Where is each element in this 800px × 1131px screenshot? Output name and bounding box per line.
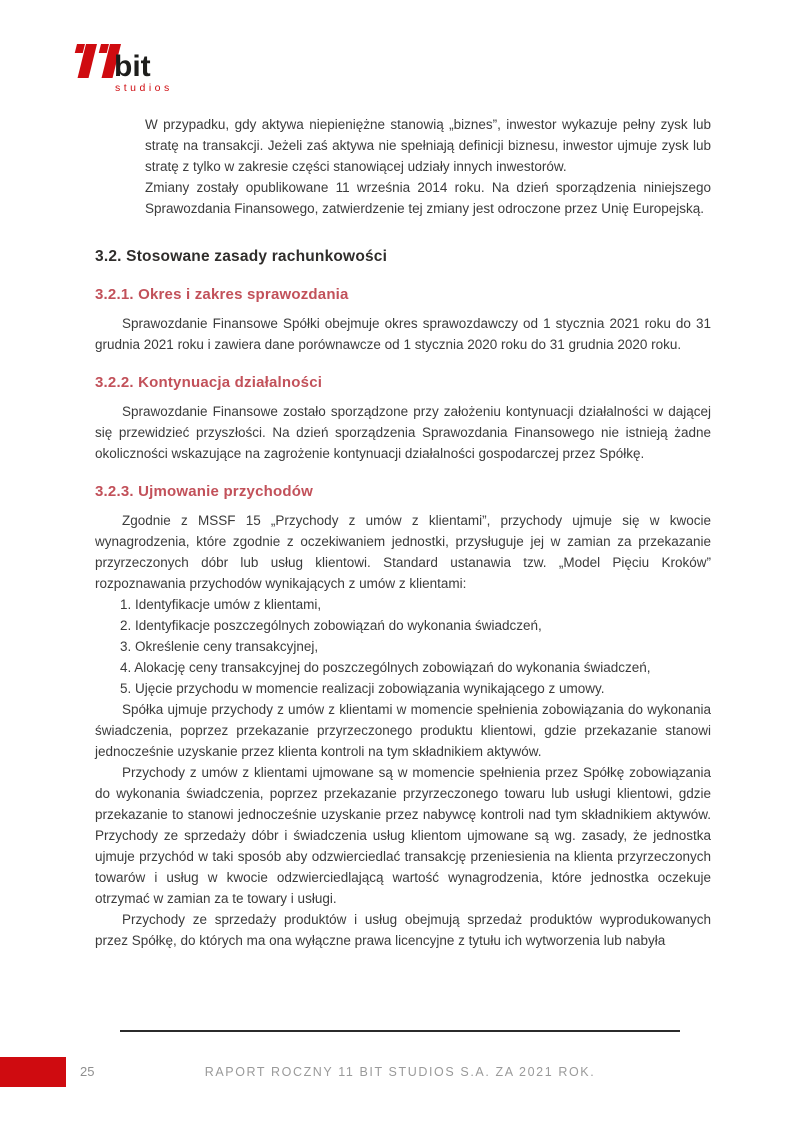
step-item-5: 5. Ujęcie przychodu w momencie realizacji zobowiązania wynikającego z umowy. — [120, 681, 605, 696]
paragraph-mssf15-lead: Zgodnie z MSSF 15 „Przychody z umów z klientami”, przychody ujmuje się w kwocie wynagrodzenia, które zgodnie z oczekiwaniem jednostki, przysługuje jej w zamian za przekazanie przyrzeczonych dóbr lub usług klientowi. Standard ustanawia tzw. „Model Pięciu Kroków” rozpoznawania przychodów wynikających z umów z klientami: — [95, 513, 711, 591]
subsection-heading-3-2-2: 3.2.2. Kontynuacja działalności — [95, 374, 323, 391]
paragraph-okres: Sprawozdanie Finansowe Spółki obejmuje okres sprawozdawczy od 1 stycznia 2021 roku do 31 grudnia 2021 roku i zawiera dane porównawcze od 1 stycznia 2020 roku do 31 grudnia 2020 roku. — [95, 316, 711, 352]
paragraph-przychody-ze-sprzedazy: Przychody ze sprzedaży produktów i usług obejmują sprzedaż produktów wyprodukowanych przez Spółkę, do których ma ona wyłączne prawa licencyjne z tytułu ich wytworzenia lub nabyła — [95, 912, 711, 948]
five-steps-list — [120, 594, 711, 699]
paragraph-kontynuacja: Sprawozdanie Finansowe zostało sporządzone przy założeniu kontynuacji działalności w dającej się przewidzieć przyszłości. Na dzień sporządzenia Sprawozdania Finansowego nie istnieją żadne okoliczności wskazujące na zagrożenie kontynuacji działalności gospodarczej przez Spółkę. — [95, 404, 711, 461]
subsection-heading-3-2-1: 3.2.1. Okres i zakres sprawozdania — [95, 286, 349, 303]
step-item-3: 3. Określenie ceny transakcyjnej, — [120, 639, 319, 654]
intro-paragraph-1: W przypadku, gdy aktywa niepieniężne stanowią „biznes”, inwestor wykazuje pełny zysk lub stratę na transakcji. Jeżeli zaś aktywa nie spełniają definicji biznesu, inwestor ujmuje zysk lub stratę z tylko w zakresie części stanowiącej udziały innych inwestorów. — [145, 117, 711, 174]
step-item-2: 2. Identyfikacje poszczególnych zobowiązań do wykonania świadczeń, — [120, 618, 542, 633]
logo-graphic — [62, 40, 182, 96]
section-heading-3-2: 3.2. Stosowane zasady rachunkowości — [95, 248, 388, 265]
paragraph-spolka-ujmuje: Spółka ujmuje przychody z umów z klientami w momencie spełnienia zobowiązania do wykonania świadczenia, poprzez przekazanie przyrzeczonego produktu klientowi, gdzie przekazanie stanowi jednocześnie uzyskanie przez klienta kontroli na tym składnikiem aktywów. — [95, 702, 711, 759]
paragraph-przychody-z-umow: Przychody z umów z klientami ujmowane są w momencie spełnienia przez Spółkę zobowiązania do wykonania świadczenia, poprzez przekazanie przyrzeczonego towaru lub usługi klientowi, gdzie przekazanie to stanowi jednocześnie uzyskanie przez nabywcę kontroli nad tym składnikiem aktywów. Przychody ze sprzedaży dóbr i świadczenia usług klientom ujmowane są wg. zasady, że jednostka ujmuje przychód w taki sposób aby odzwierciedlać transakcję przeniesienia na klienta przyrzeczonych towarów i usług w kwocie odzwierciedlającą wartość wynagrodzenia, które jednostka oczekuje otrzymać w zamian za te towary i usługi. — [95, 765, 711, 906]
step-item-4: 4. Alokację ceny transakcyjnej do poszczególnych zobowiązań do wykonania świadczeń, — [120, 660, 651, 675]
footer-divider — [120, 1030, 680, 1032]
document-body — [95, 114, 711, 951]
logo-bit-text: bit — [114, 50, 151, 83]
page-number: 25 — [80, 1064, 95, 1079]
footer-title: RAPORT ROCZNY 11 BIT STUDIOS S.A. ZA 2021 ROK. — [204, 1065, 596, 1079]
company-logo — [62, 40, 182, 96]
step-item-1: 1. Identyfikacje umów z klientami, — [120, 597, 322, 612]
subsection-heading-3-2-3: 3.2.3. Ujmowanie przychodów — [95, 483, 313, 500]
intro-paragraph-2: Zmiany zostały opublikowane 11 września 2014 roku. Na dzień sporządzenia niniejszego Sprawozdania Finansowego, zatwierdzenie tej zmiany jest odroczone przez Unię Europejską. — [145, 180, 711, 216]
logo-studios-text: studios — [115, 82, 173, 94]
intro-block — [145, 114, 711, 219]
